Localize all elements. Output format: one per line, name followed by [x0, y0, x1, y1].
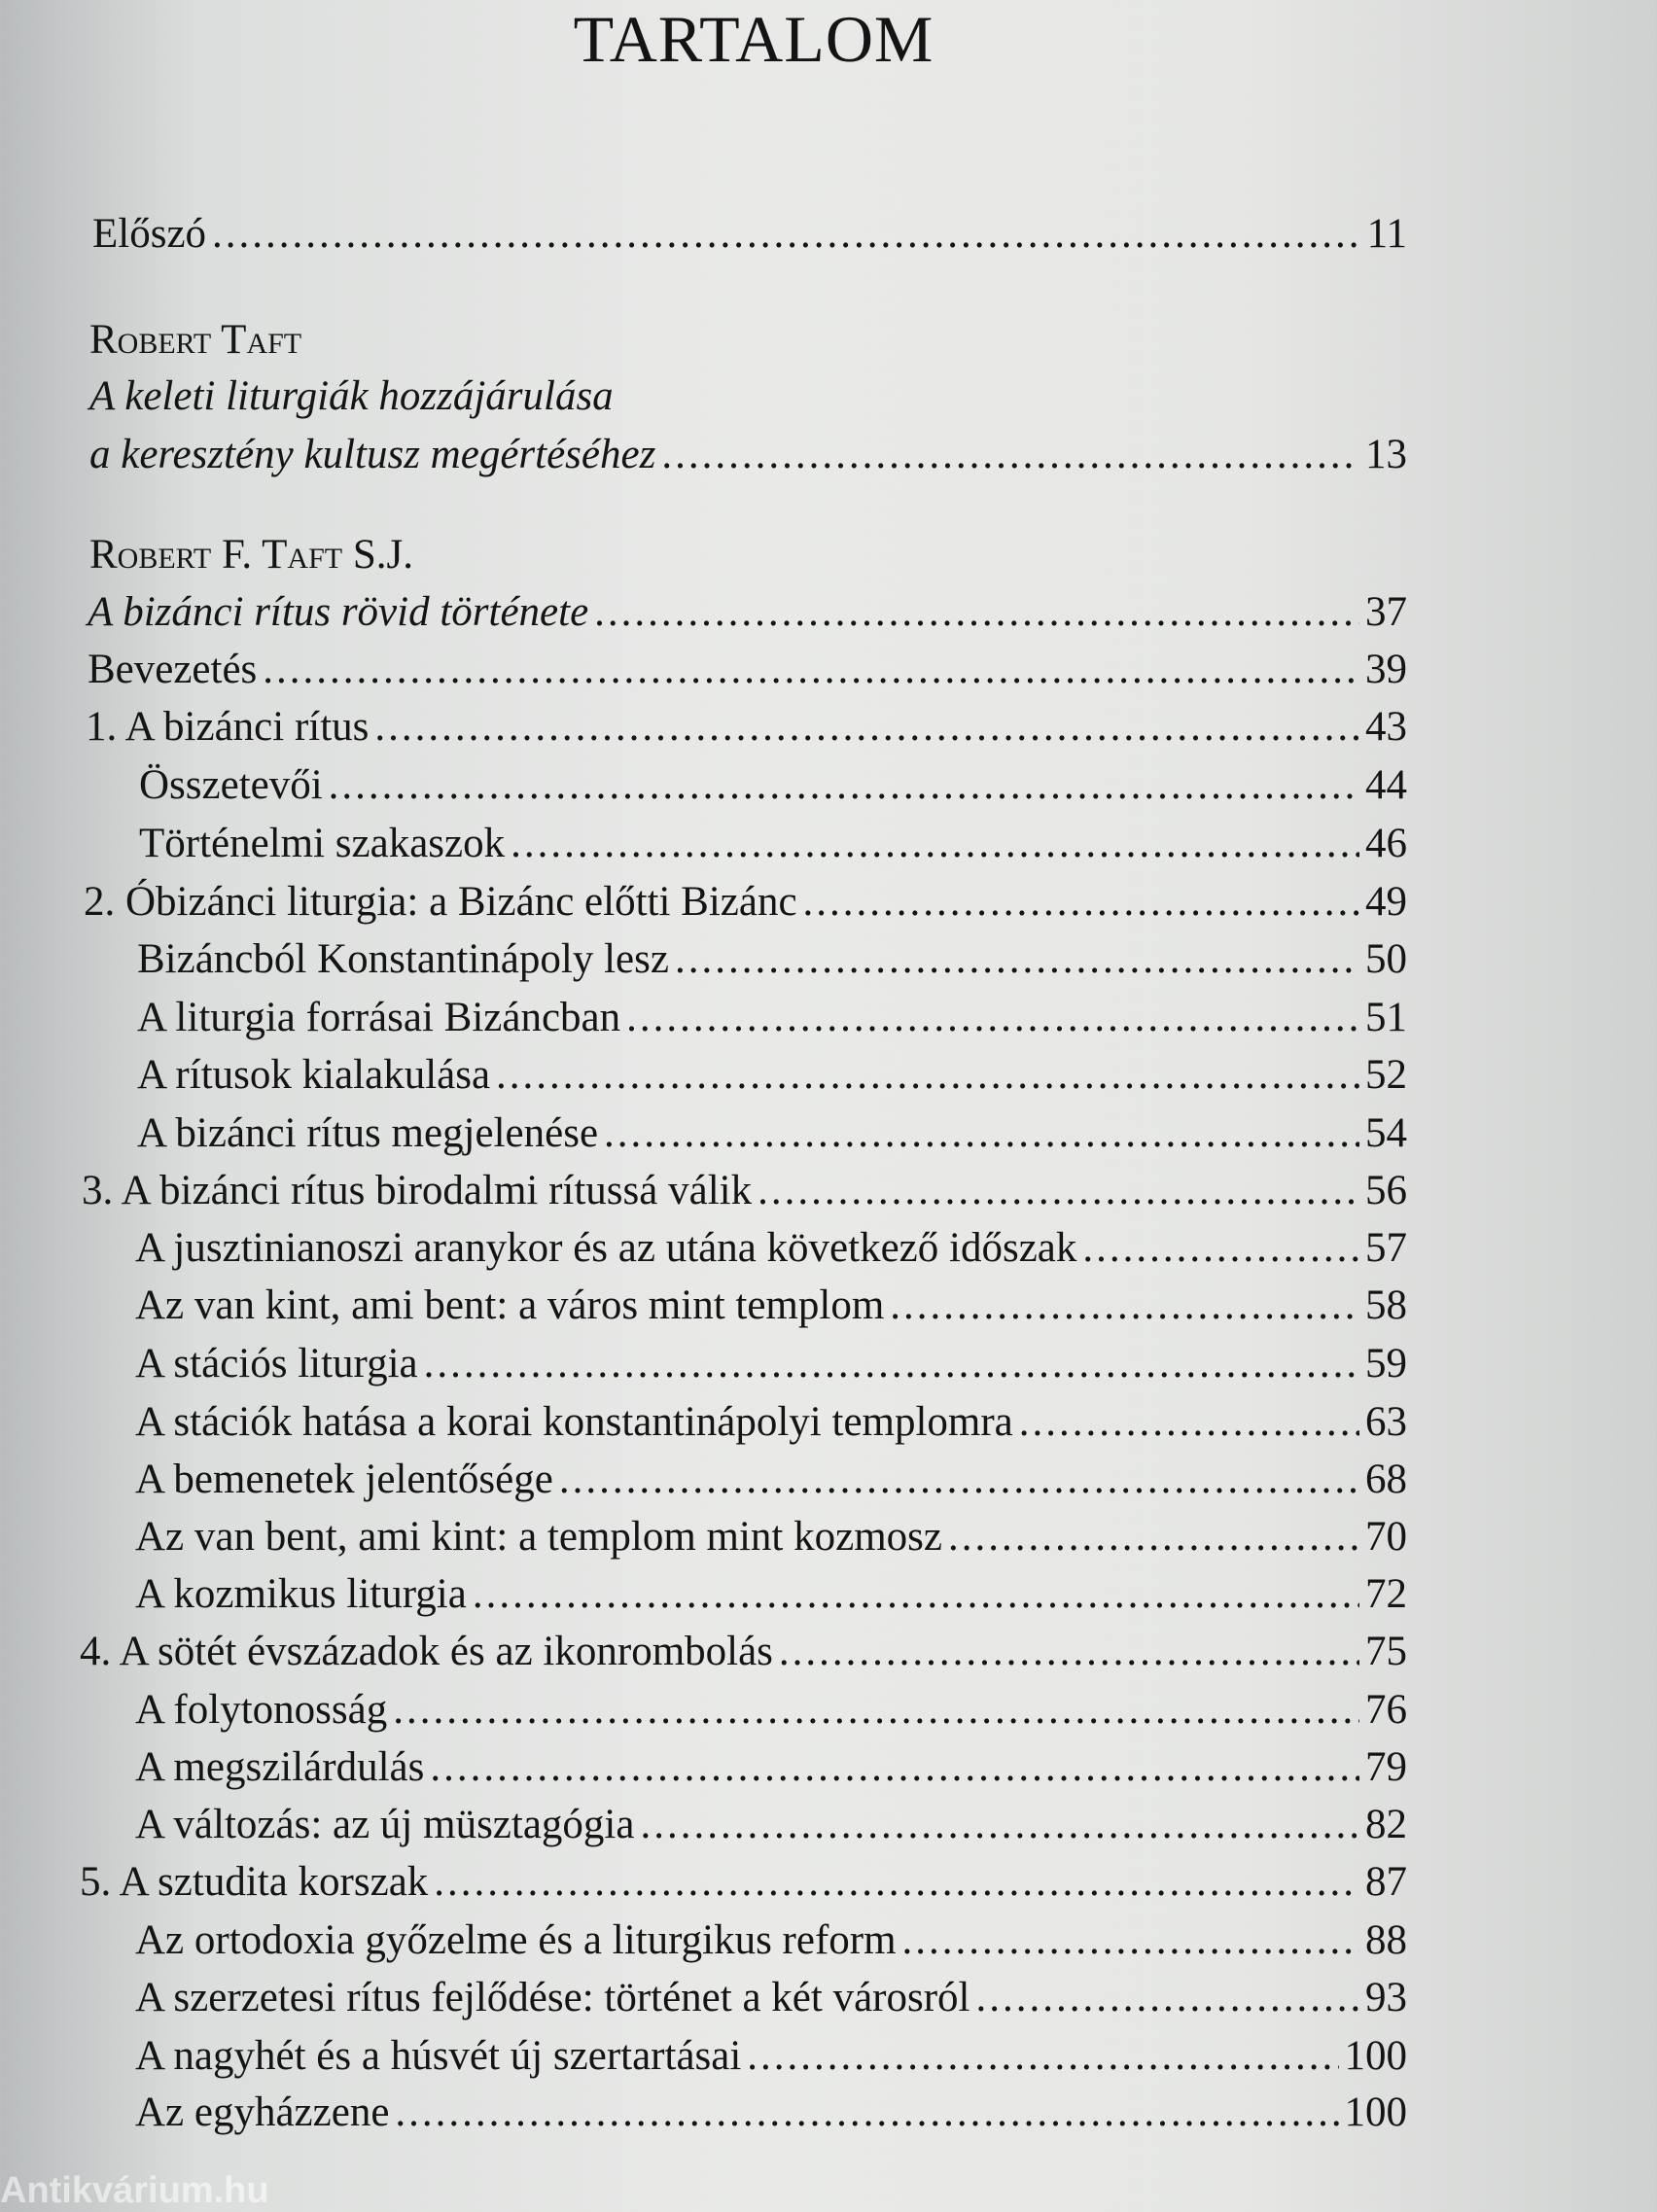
toc-entry-label: A bizánci rítus megjelenése [137, 1110, 599, 1156]
toc-entry [137, 989, 1407, 1047]
toc-page-number: 100 [1344, 2089, 1407, 2135]
dot-leader [511, 815, 1359, 873]
toc-entry [135, 1451, 1407, 1509]
toc-entry-label: 2. Óbizánci liturgia: a Bizánc előtti Bizánc [84, 879, 797, 925]
toc-page-number: 75 [1365, 1629, 1407, 1674]
dot-leader [212, 205, 1361, 263]
dot-leader [976, 1969, 1360, 2027]
toc-entry [82, 1162, 1407, 1220]
dot-leader [779, 1623, 1359, 1681]
toc-page-number: 13 [1365, 432, 1407, 477]
toc-entry [135, 2084, 1407, 2142]
toc-entry-label: Előszó [92, 211, 207, 257]
toc-page-number: 79 [1365, 1744, 1407, 1790]
toc-entry [84, 873, 1407, 931]
toc-entry-label: A megszilárdulás [135, 1744, 425, 1790]
dot-leader [1019, 1393, 1359, 1452]
watermark: Antikvárium.hu [0, 2170, 269, 2211]
dot-leader [890, 1277, 1359, 1335]
dot-leader [329, 756, 1359, 815]
dot-leader [434, 1853, 1359, 1912]
toc-entry [135, 1277, 1407, 1335]
toc-entry-section-title [88, 583, 1407, 642]
toc-page-number: 93 [1365, 1975, 1407, 2020]
toc-page-number: 51 [1365, 995, 1407, 1040]
toc-page-number: 63 [1365, 1399, 1407, 1445]
toc-entry [88, 641, 1407, 699]
page-title: TARTALOM [573, 2, 934, 76]
dot-leader [758, 1162, 1359, 1220]
toc-page-number: 52 [1365, 1052, 1407, 1098]
toc-entry-label: Az ortodoxia győzelme és a liturgikus reform [135, 1917, 897, 1963]
toc-entry [139, 815, 1407, 873]
toc-entry-label: Bizáncból Konstantinápoly lesz [137, 936, 669, 982]
toc-entry [135, 1393, 1407, 1452]
toc-page-number: 68 [1365, 1457, 1407, 1502]
toc-entry-label: 3. A bizánci rítus birodalmi rítussá válik [82, 1168, 753, 1213]
toc-entry [80, 1623, 1407, 1681]
toc-page-number: 87 [1365, 1859, 1407, 1905]
dot-leader [430, 1738, 1359, 1797]
toc-entry [86, 698, 1407, 756]
dot-leader [1082, 1219, 1359, 1278]
toc-entry [135, 1681, 1407, 1739]
toc-page-number: 100 [1344, 2033, 1407, 2079]
toc-entry-section-title [89, 426, 1407, 484]
section-author: Robert F. Taft S.J. [89, 532, 413, 578]
toc-entry [135, 1738, 1407, 1797]
section-title-line: A keleti liturgiák hozzájárulása [89, 373, 614, 419]
toc-page-number: 82 [1365, 1802, 1407, 1847]
toc-entry-label: A jusztinianoszi aranykor és az utána következő időszak [135, 1225, 1077, 1271]
toc-entry-label: A liturgia forrásai Bizáncban [137, 995, 621, 1040]
toc-entry-label: A stációk hatása a korai konstantinápolyi templomra [135, 1399, 1013, 1445]
toc-entry-label: A kozmikus liturgia [135, 1571, 467, 1617]
toc-entry-label: A stációs liturgia [135, 1341, 418, 1387]
toc-entry [135, 1796, 1407, 1854]
section-author: Robert Taft [89, 317, 302, 363]
toc-page-number: 54 [1365, 1110, 1407, 1156]
dot-leader [902, 1912, 1359, 1970]
dot-leader [559, 1451, 1359, 1509]
toc-page-number: 57 [1365, 1225, 1407, 1271]
toc-entry [137, 930, 1407, 989]
toc-page-number: 37 [1365, 589, 1407, 635]
toc-entry [137, 1105, 1407, 1163]
toc-entry-label: Összetevői [139, 762, 323, 808]
dot-leader [640, 1796, 1359, 1854]
dot-leader [496, 1046, 1359, 1105]
toc-page-number: 59 [1365, 1341, 1407, 1387]
toc-entry-label: 1. A bizánci rítus [86, 704, 370, 750]
toc-entry [135, 1565, 1407, 1624]
toc-entry-label: Az van bent, ami kint: a templom mint kozmosz [135, 1514, 942, 1560]
dot-leader [473, 1565, 1359, 1624]
toc-entry-label: A változás: az új müsztagógia [135, 1802, 635, 1847]
toc-page-number: 88 [1365, 1917, 1407, 1963]
dot-leader [661, 426, 1359, 484]
toc-entry-label: Az egyházzene [135, 2089, 390, 2135]
toc-entry [135, 1969, 1407, 2027]
toc-page-number: 43 [1365, 704, 1407, 750]
dot-leader [424, 1335, 1359, 1393]
toc-page-number: 50 [1365, 936, 1407, 982]
toc-page-number: 49 [1365, 879, 1407, 925]
toc-entry [135, 1219, 1407, 1278]
toc-page-number: 76 [1365, 1687, 1407, 1733]
dot-leader [374, 698, 1359, 756]
toc-entry-label: a keresztény kultusz megértéséhez [89, 432, 656, 477]
dot-leader [747, 2027, 1338, 2086]
toc-entry-label: Az van kint, ami bent: a város mint templom [135, 1282, 885, 1328]
toc-entry [139, 756, 1407, 815]
toc-entry-eloszo [92, 205, 1407, 263]
toc-page-number: 72 [1365, 1571, 1407, 1617]
toc-entry [137, 1046, 1407, 1105]
toc-entry [135, 1335, 1407, 1393]
toc-page-number: 58 [1365, 1282, 1407, 1328]
toc-entry-label: A folytonosság [135, 1687, 388, 1733]
toc-entry-label: A szerzetesi rítus fejlődése: történet a két városról [135, 1975, 970, 2020]
dot-leader [263, 641, 1359, 699]
toc-entry [135, 2027, 1407, 2086]
toc-page-number: 56 [1365, 1168, 1407, 1213]
dot-leader [675, 930, 1359, 989]
toc-entry [135, 1508, 1407, 1566]
toc-entry-label: 5. A sztudita korszak [80, 1859, 429, 1905]
toc-entry-label: A bizánci rítus rövid története [88, 589, 589, 635]
toc-entry-label: Bevezetés [88, 647, 258, 692]
toc-page-number: 39 [1365, 647, 1407, 692]
toc-entry-label: A bemenetek jelentősége [135, 1457, 553, 1502]
dot-leader [948, 1508, 1359, 1566]
dot-leader [594, 583, 1359, 642]
toc-entry-label: A nagyhét és a húsvét új szertartásai [135, 2033, 742, 2079]
toc-entry [80, 1853, 1407, 1912]
dot-leader [604, 1105, 1359, 1163]
toc-entry-label: A rítusok kialakulása [137, 1052, 491, 1098]
toc-page-number: 44 [1365, 762, 1407, 808]
dot-leader [393, 1681, 1359, 1739]
toc-entry-label: Történelmi szakaszok [139, 821, 506, 866]
toc-page-number: 46 [1365, 821, 1407, 866]
dot-leader [395, 2084, 1338, 2142]
toc-page-number: 70 [1365, 1514, 1407, 1560]
toc-entry-label: 4. A sötét évszázadok és az ikonrombolás [80, 1629, 773, 1674]
dot-leader [803, 873, 1359, 931]
toc-entry [135, 1912, 1407, 1970]
toc-page-number: 11 [1366, 211, 1407, 257]
dot-leader [626, 989, 1359, 1047]
